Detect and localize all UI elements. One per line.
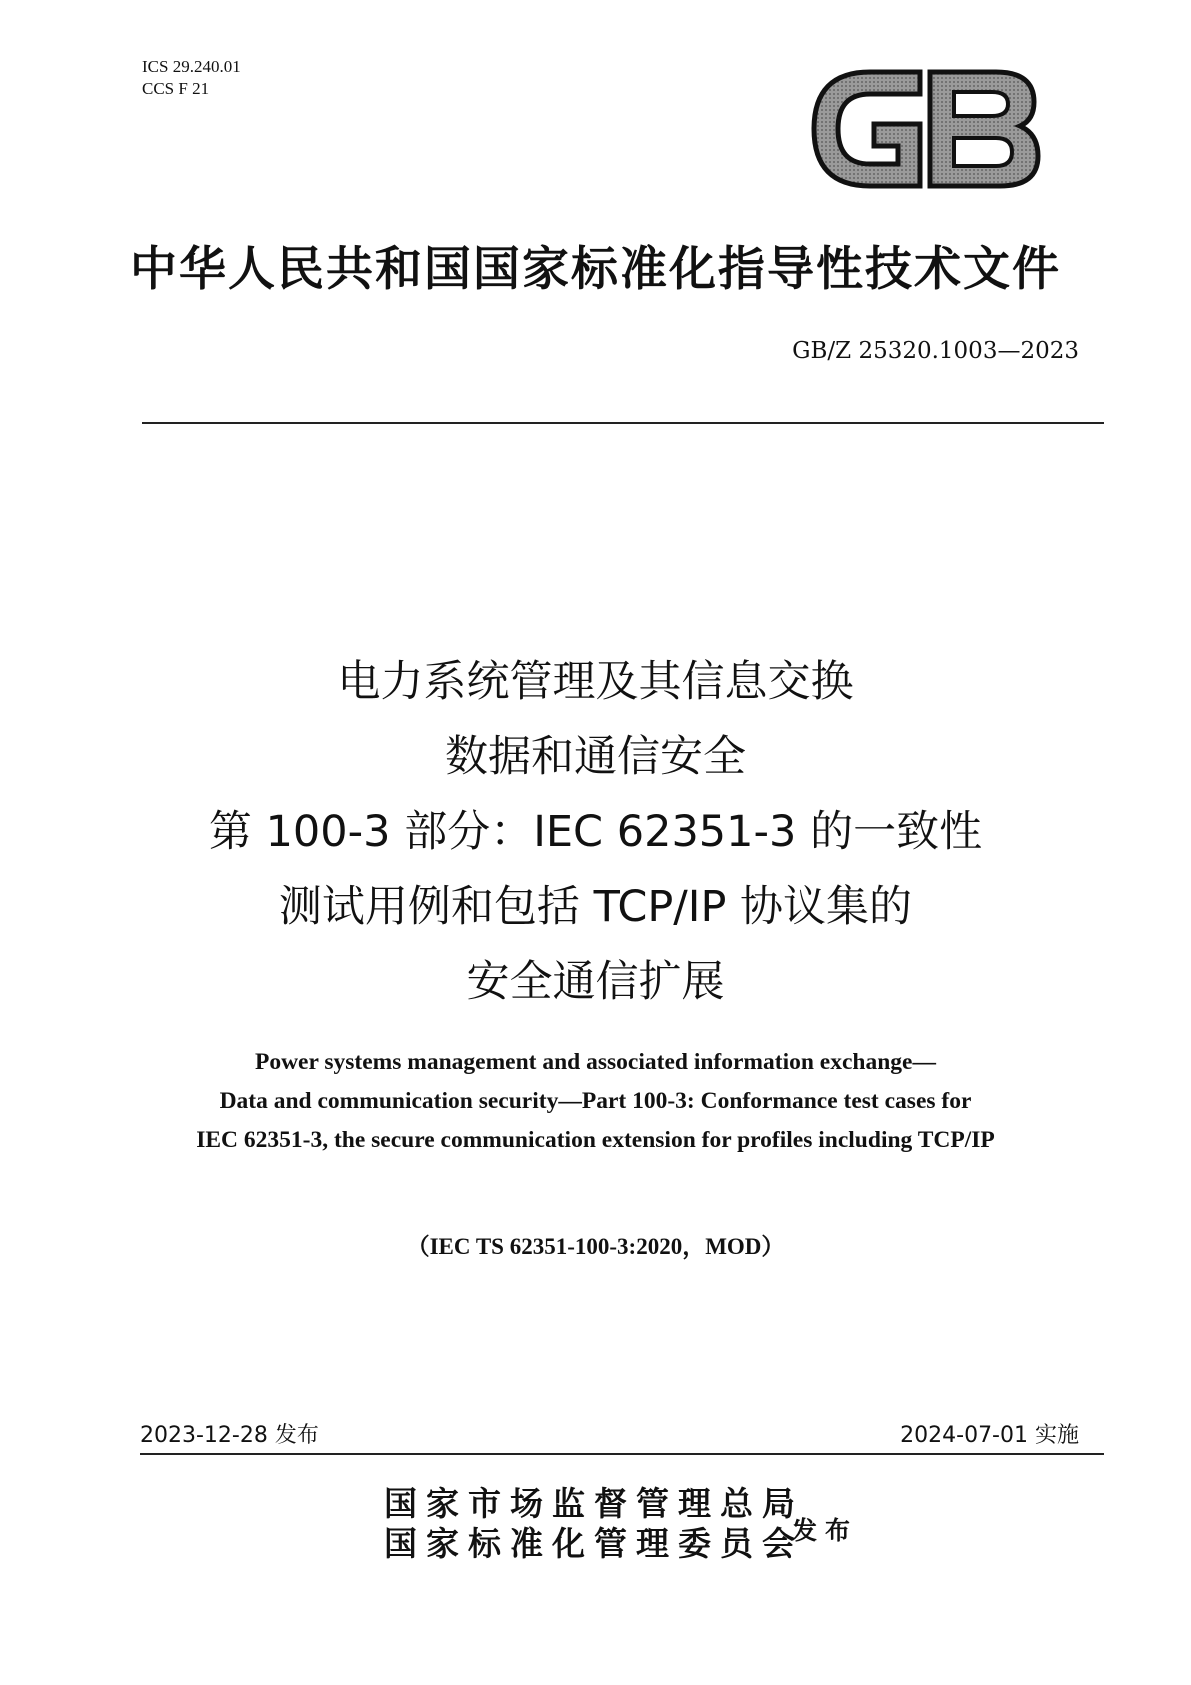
english-title-line: Power systems management and associated information exchange— xyxy=(254,1049,936,1075)
footer-divider xyxy=(140,1453,1104,1455)
national-document-type: 中华人民共和国国家标准化指导性技术文件 xyxy=(130,242,1061,297)
english-title xyxy=(0,1043,1191,1160)
english-title-line: Data and communication security—Part 100-3: Conformance test cases for xyxy=(219,1088,972,1114)
chinese-title xyxy=(0,645,1191,1020)
english-title-line: IEC 62351-3, the secure communication extension for profiles including TCP/IP xyxy=(196,1127,995,1153)
ics-code: ICS 29.240.01 xyxy=(142,57,241,76)
implementation-date: 2024-07-01 实施 xyxy=(900,1423,1079,1448)
publish-label: 发布 xyxy=(792,1516,859,1545)
chinese-title-line: 数据和通信安全 xyxy=(445,732,746,782)
classification-codes xyxy=(142,56,241,100)
issue-date: 2023-12-28 发布 xyxy=(140,1423,319,1448)
header-divider xyxy=(142,422,1104,424)
chinese-title-line: 安全通信扩展 xyxy=(466,957,725,1007)
gb-logo xyxy=(808,64,1044,194)
issuer: 国家标准化管理委员会 xyxy=(384,1524,804,1563)
chinese-title-line: 第 100-3 部分：IEC 62351-3 的一致性 xyxy=(208,807,983,857)
issuing-authorities xyxy=(384,1484,804,1564)
chinese-title-line: 电力系统管理及其信息交换 xyxy=(337,657,854,707)
chinese-title-line: 测试用例和包括 TCP/IP 协议集的 xyxy=(278,882,913,932)
standard-number: GB/Z 25320.1003—2023 xyxy=(792,338,1079,364)
issuer: 国家市场监督管理总局 xyxy=(384,1484,804,1523)
ccs-code: CCS F 21 xyxy=(142,79,210,98)
adoption-reference: （IEC TS 62351-100-3:2020，MOD） xyxy=(406,1234,785,1259)
